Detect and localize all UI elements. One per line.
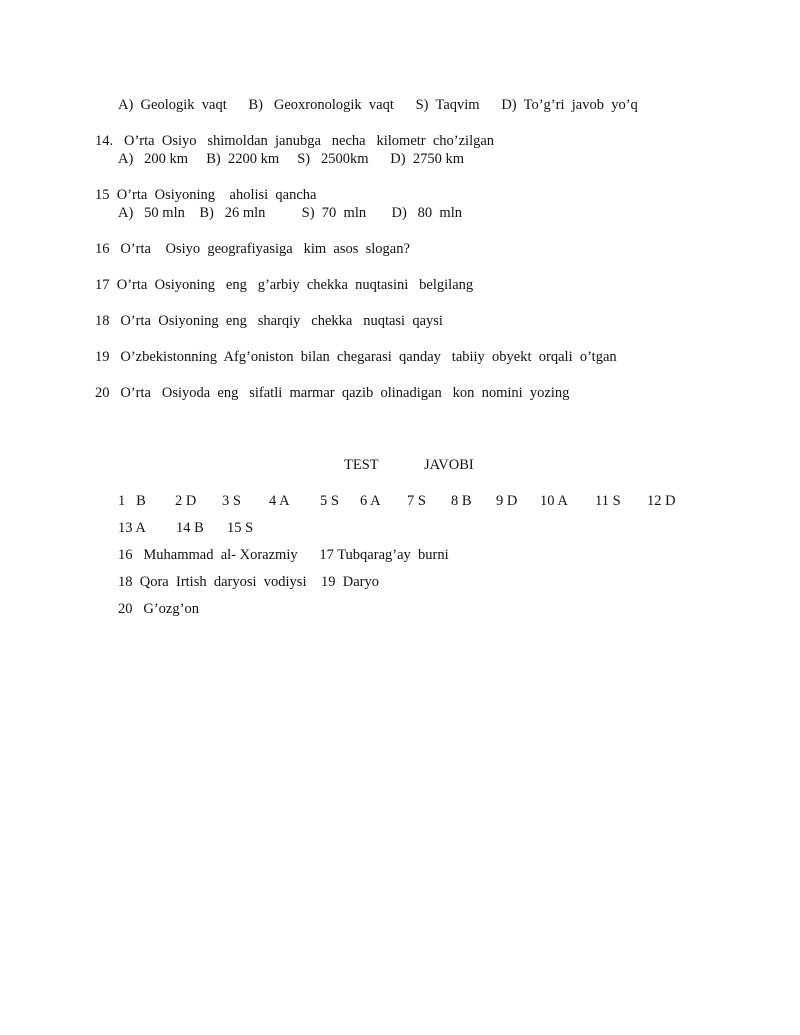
- answers-16-17: 16 Muhammad al- Xorazmiy 17 Tubqarag’ay burni: [118, 547, 449, 563]
- answer-item: 5 S: [320, 493, 339, 509]
- q16-text: 16 O’rta Osiyo geografiyasiga kim asos slogan?: [95, 241, 410, 257]
- q17-text: 17 O’rta Osiyoning eng g’arbiy chekka nuqtasini belgilang: [95, 277, 474, 293]
- q15-text: 15 O’rta Osiyoning aholisi qancha: [95, 187, 317, 203]
- answer-item: 4 A: [269, 493, 290, 509]
- answers-18-19: 18 Qora Irtish daryosi vodiysi 19 Daryo: [118, 574, 379, 590]
- q18-text: 18 O’rta Osiyoning eng sharqiy chekka nuqtasi qaysi: [95, 313, 443, 329]
- answer-item: 1 B: [118, 493, 146, 509]
- answer-item: 3 S: [222, 493, 241, 509]
- answers-20: 20 G’ozg’on: [118, 601, 199, 617]
- answer-item: 13 A: [118, 520, 146, 536]
- answer-item: 7 S: [407, 493, 426, 509]
- answers-heading-javobi: JAVOBI: [424, 457, 474, 473]
- q20-text: 20 O’rta Osiyoda eng sifatli marmar qazib olinadigan kon nomini yozing: [95, 385, 570, 401]
- answer-item: 14 B: [176, 520, 204, 536]
- answer-item: 11 S: [595, 493, 621, 509]
- answer-item: 10 A: [540, 493, 568, 509]
- answers-heading-test: TEST: [344, 457, 379, 473]
- answers-row-2: [0, 519, 800, 609]
- answer-item: 2 D: [175, 493, 197, 509]
- q15-options: A) 50 mln B) 26 mln S) 70 mln D) 80 mln: [118, 205, 462, 221]
- q14-options: A) 200 km B) 2200 km S) 2500km D) 2750 km: [118, 151, 464, 167]
- answer-item: 9 D: [496, 493, 518, 509]
- answer-item: 8 B: [451, 493, 472, 509]
- answer-item: 15 S: [227, 520, 254, 536]
- answer-item: 6 A: [360, 493, 381, 509]
- q14-text: 14. O’rta Osiyo shimoldan janubga necha kilometr cho’zilgan: [95, 133, 495, 149]
- q13-options: A) Geologik vaqt B) Geoxronologik vaqt S) Taqvim D) To’g’ri javob yo’q: [118, 97, 638, 113]
- answer-item: 12 D: [647, 493, 676, 509]
- q19-text: 19 O’zbekistonning Afg’oniston bilan chegarasi qanday tabiiy obyekt orqali o’tgan: [95, 349, 617, 365]
